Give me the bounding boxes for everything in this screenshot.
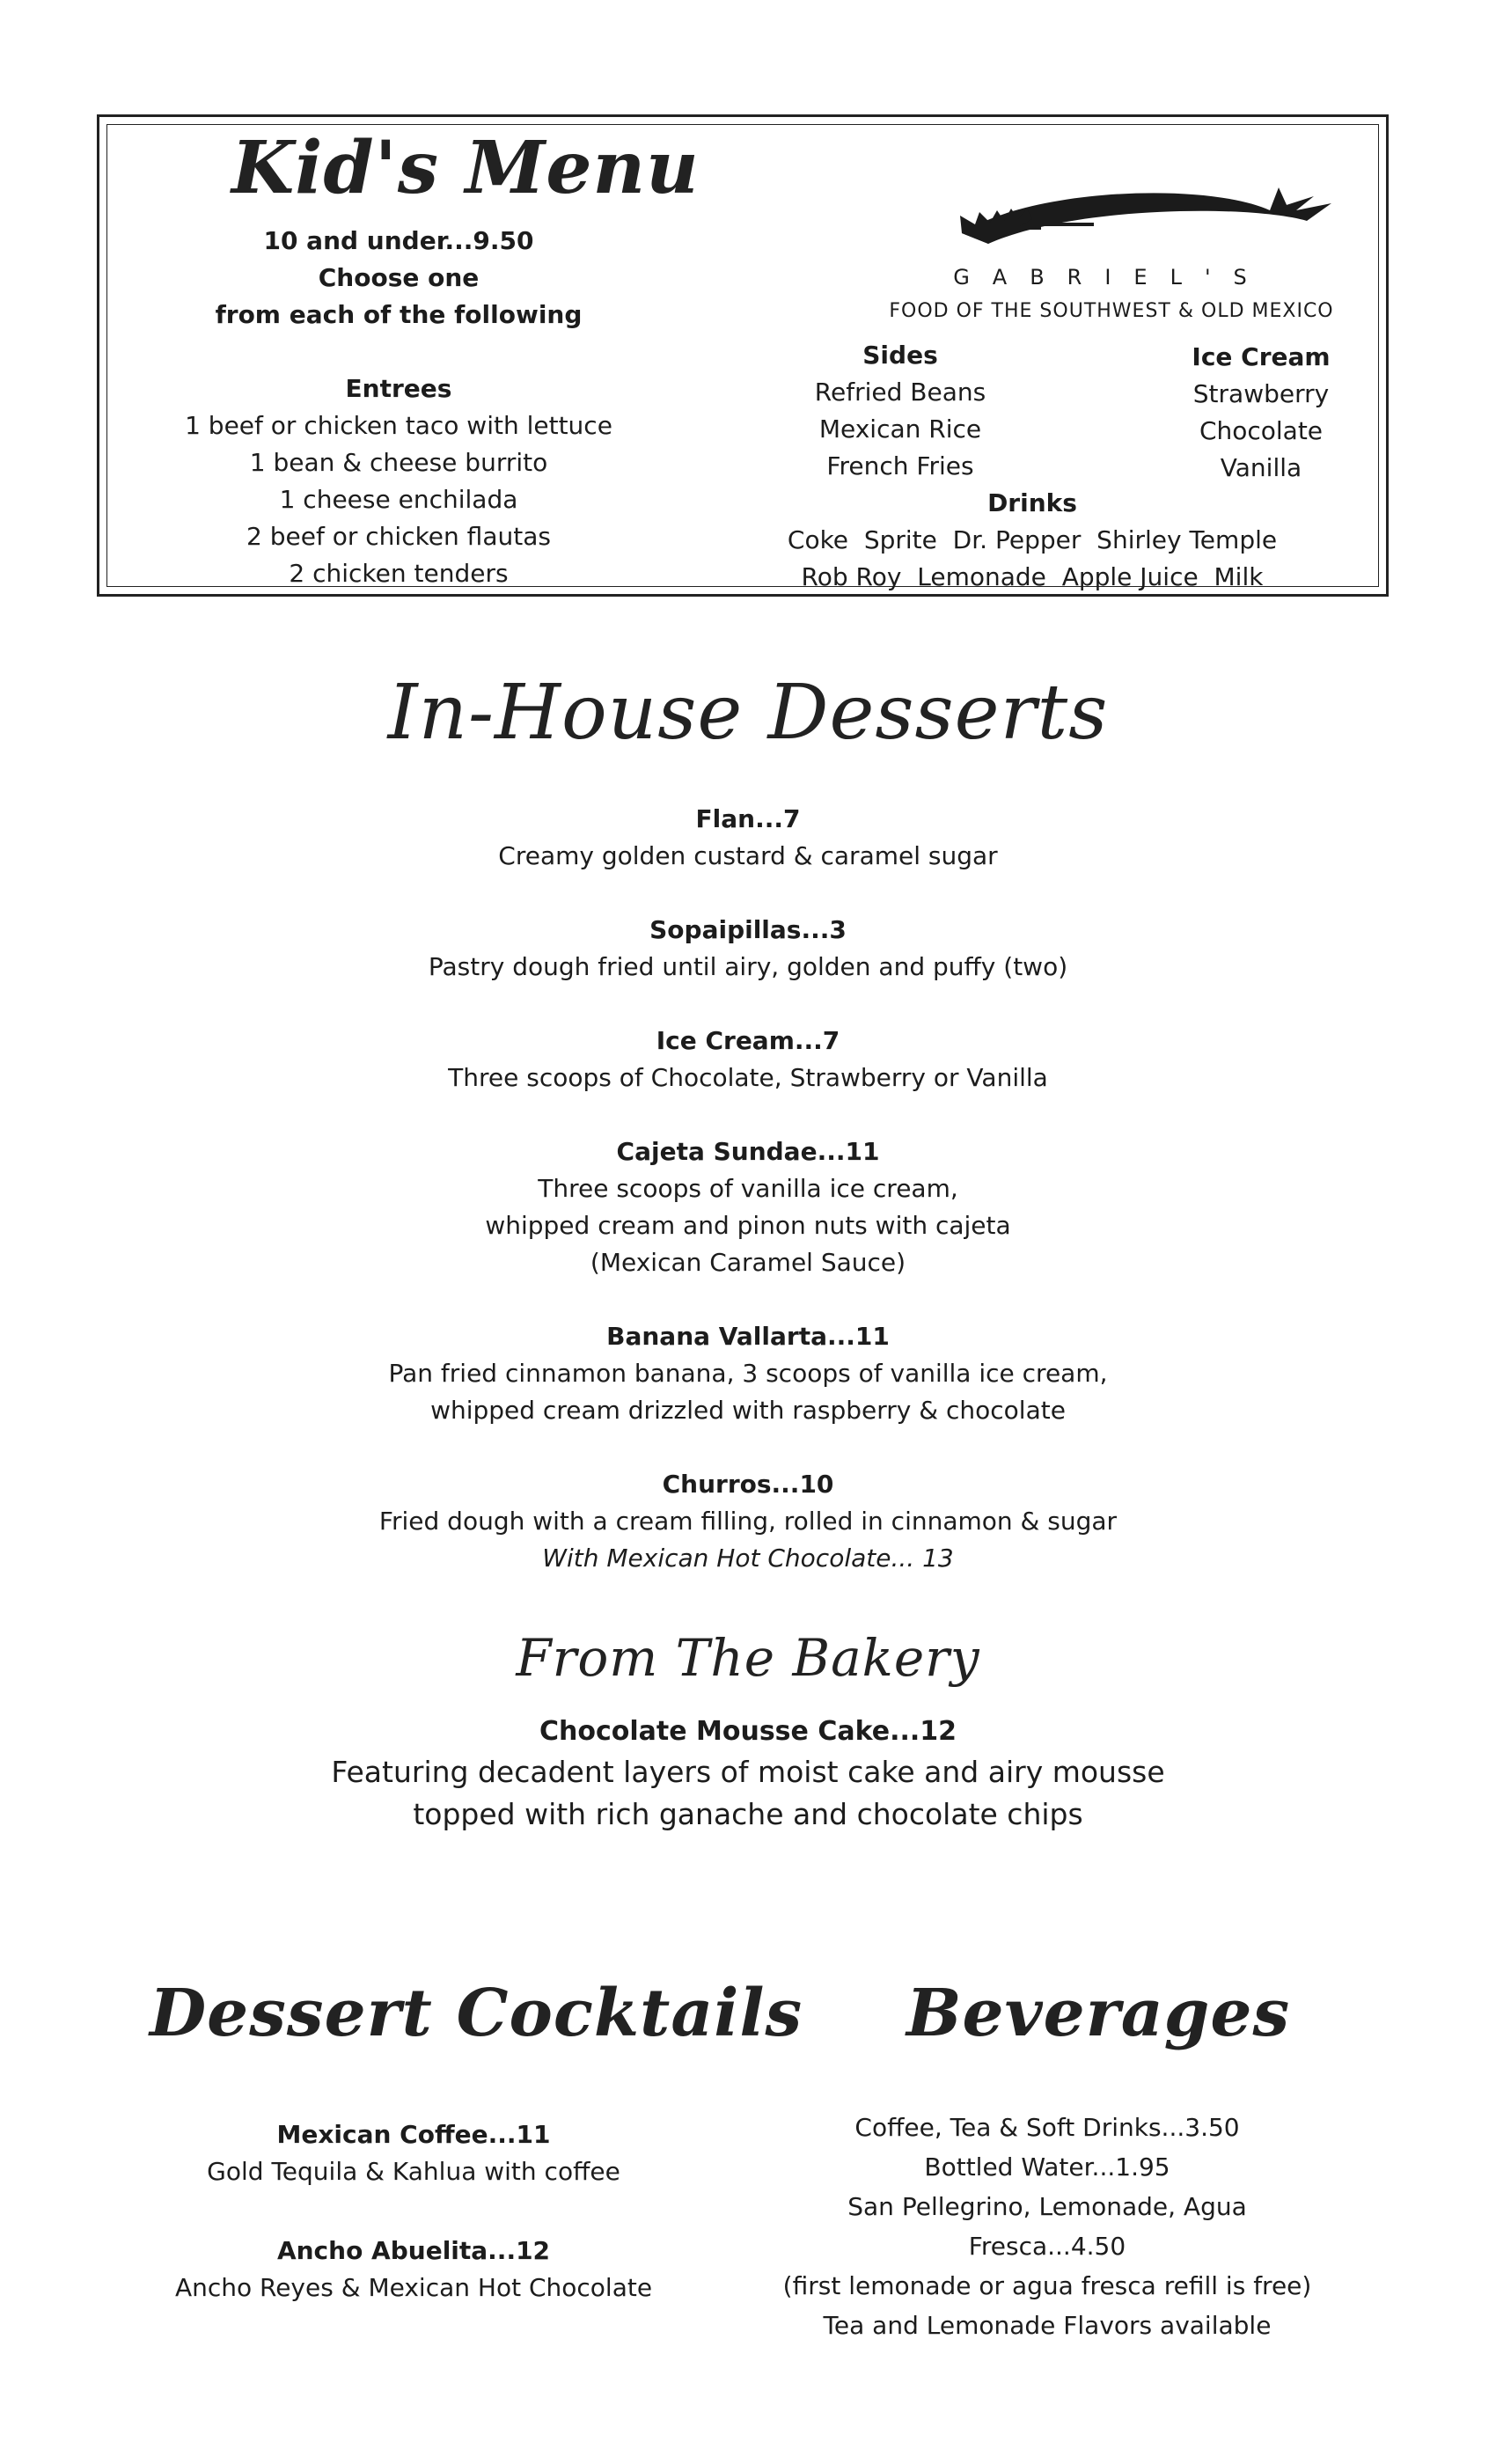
dessert-desc: Creamy golden custard & caramel sugar [498,841,998,870]
beverages-title: Beverages [906,1976,1291,2051]
dessert-item [0,1133,1496,1281]
gator-logo-icon [856,170,1367,258]
entree-item: 1 cheese enchilada [279,485,518,514]
drinks-line: Rob Roy Lemonade Apple Juice Milk [801,562,1264,591]
dessert-name: Cajeta Sundae...11 [616,1137,880,1166]
beverages-list [766,2108,1329,2345]
side-item: Mexican Rice [818,414,982,444]
dessert-name: Ice Cream...7 [656,1026,840,1055]
dessert-desc: Pan fried cinnamon banana, 3 scoops of vanilla ice cream, [388,1359,1108,1388]
dessert-name: Banana Vallarta...11 [606,1322,890,1351]
icecream-column [1155,339,1367,487]
dessert-list [0,801,1496,1614]
dessert-name: Churros...10 [662,1470,834,1499]
dessert-desc: whipped cream and pinon nuts with cajeta [485,1211,1011,1240]
dessert-desc: whipped cream drizzled with raspberry & chocolate [430,1396,1066,1425]
beverage-line: Coffee, Tea & Soft Drinks...3.50 [854,2113,1240,2142]
dessert-desc: Fried dough with a cream filling, rolled in cinnamon & sugar [378,1507,1118,1536]
entree-item: 2 beef or chicken flautas [246,522,551,551]
dessert-item [0,801,1496,875]
logo-name: GABRIEL'S [953,265,1270,290]
icecream-item: Vanilla [1220,453,1302,482]
dessert-name: Flan...7 [695,804,801,833]
gabriels-logo [856,170,1367,346]
kids-choose-line: Choose one [318,263,480,292]
dessert-name: Sopaipillas...3 [649,915,847,944]
cocktail-name: Mexican Coffee...11 [276,2120,551,2149]
drinks-heading: Drinks [987,488,1077,517]
dessert-desc: Three scoops of Chocolate, Strawberry or Vanilla [448,1063,1048,1092]
kids-price-line: 10 and under...9.50 [263,226,534,255]
entree-item: 1 beef or chicken taco with lettuce [185,411,612,440]
icecream-item: Chocolate [1199,416,1324,445]
dessert-item [0,1318,1496,1429]
beverage-line: San Pellegrino, Lemonade, Agua Fresca...4.50 [847,2192,1247,2261]
beverage-line: Tea and Lemonade Flavors available [823,2311,1272,2340]
dessert-item [0,1466,1496,1577]
dessert-desc: Pastry dough fried until airy, golden and puffy (two) [428,952,1068,981]
bakery-title: From The Bakery [516,1628,980,1688]
dessert-desc: Three scoops of vanilla ice cream, [538,1174,958,1203]
bakery-desc-line: Featuring decadent layers of moist cake and airy mousse [331,1755,1165,1789]
cocktail-desc: Ancho Reyes & Mexican Hot Chocolate [174,2273,653,2302]
cocktails-title: Dessert Cocktails [150,1976,803,2051]
cocktail-name: Ancho Abuelita...12 [276,2236,551,2265]
desserts-title: In-House Desserts [387,669,1109,757]
entree-item: 1 bean & cheese burrito [249,448,548,477]
bakery-item-name: Chocolate Mousse Cake...12 [539,1716,957,1747]
logo-tagline: FOOD OF THE SOUTHWEST & OLD MEXICO [889,300,1334,322]
icecream-item: Strawberry [1192,379,1330,408]
icecream-heading: Ice Cream [1192,342,1331,371]
dessert-extra: With Mexican Hot Chocolate... 13 [542,1544,954,1573]
cocktail-item [150,2233,678,2306]
entree-item: 2 chicken tenders [289,559,509,588]
side-item: French Fries [826,451,974,480]
dessert-item [0,912,1496,986]
drinks-line: Coke Sprite Dr. Pepper Shirley Temple [787,525,1278,554]
beverage-line: Bottled Water...1.95 [924,2152,1170,2182]
bakery-desc [0,1751,1496,1836]
cocktail-desc: Gold Tequila & Kahlua with coffee [207,2157,620,2186]
sides-heading: Sides [862,341,938,370]
side-item: Refried Beans [814,378,986,407]
dessert-item [0,1023,1496,1096]
entrees-heading: Entrees [345,374,452,403]
kids-menu-box [97,114,1389,597]
beverage-line: (first lemonade or agua fresca refill is free) [782,2271,1312,2300]
drinks-column [751,485,1314,596]
cocktails-list [150,2116,678,2349]
bakery-desc-line: topped with rich ganache and chocolate chips [413,1797,1083,1831]
dessert-desc: (Mexican Caramel Sauce) [590,1248,906,1277]
kids-menu-title: Kid's Menu [231,126,700,210]
kids-menu-left-column [179,223,619,592]
cocktail-item [150,2116,678,2190]
sides-column [803,337,997,485]
kids-each-line: from each of the following [215,300,583,329]
